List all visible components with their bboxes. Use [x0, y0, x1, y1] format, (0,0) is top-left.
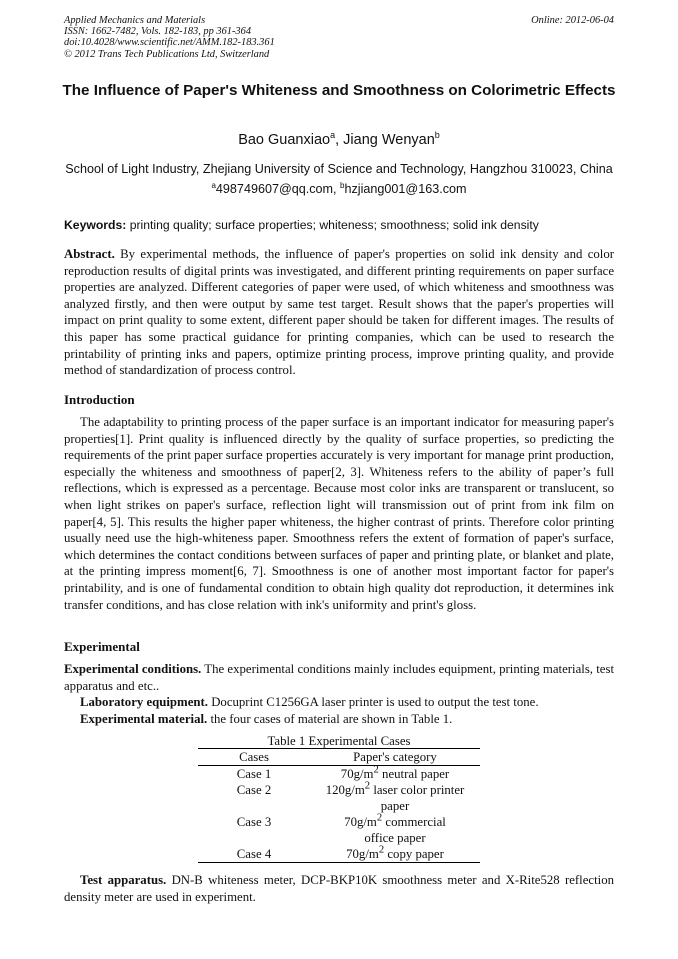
- conditions-label: Experimental conditions.: [64, 662, 202, 676]
- table-header-category: Paper's category: [310, 749, 480, 766]
- table-row: [198, 846, 480, 863]
- table-header-row: [198, 749, 480, 766]
- journal-header: [64, 15, 614, 60]
- abstract-label: Abstract.: [64, 247, 115, 261]
- equipment-label: Laboratory equipment.: [80, 695, 208, 709]
- author-mark: a: [330, 130, 336, 141]
- keywords-label: Keywords:: [64, 218, 127, 232]
- doi-line: doi:10.4028/www.scientific.net/AMM.182-183.361: [64, 37, 275, 49]
- experimental-material: [64, 711, 614, 728]
- case-cell: Case 2: [236, 783, 272, 797]
- category-cell: $70g/m^2$ commercial office paper: [344, 812, 446, 845]
- affiliation: School of Light Industry, Zhejiang University of Science and Technology, Hangzhou 310023, China: [65, 162, 613, 176]
- keywords: [64, 217, 614, 233]
- paper-title: The Influence of Paper's Whiteness and Smoothness on Colorimetric Effects: [62, 82, 616, 99]
- laboratory-equipment: [64, 694, 614, 711]
- material-label: Experimental material.: [80, 712, 208, 726]
- equipment-text: Docuprint C1256GA laser printer is used to output the test tone.: [211, 695, 539, 709]
- email-address[interactable]: 498749607@qq.com: [215, 182, 334, 196]
- table-row: [198, 814, 480, 846]
- copyright-line: © 2012 Trans Tech Publications Ltd, Switzerland: [64, 48, 270, 60]
- test-apparatus: [64, 872, 614, 905]
- introduction-paragraph: The adaptability to printing process of the paper surface is an important indicator for measuring paper's properties[1]. Print quality is influenced directly by the quality of surface properties, so predicting the requirements of the print paper surface properties accurately is very important for manage print production, especially the whiteness and smoothness of paper[2, 3]. Whiteness refers to the ability of paper’s full reflections, which is expressed as a percentage. Because most color inks are transparent or translucent, so when light strikes on paper's surface, reflection light will transmission out of print from ink film on paper[4, 5]. This results the higher paper whiteness, the higher contrast of prints. Therefore color printing usually need use the high-whiteness paper. Smoothness refers the extent of formation of paper's surface, which determines the contact conditions between surfaces of paper and printing plate, or blanket and plate, at the printing impress moment[6, 7]. Smoothness is one of another most important factor for paper's printability, and is one of fundamental condition to obtain high quality dot reproduction, it determines ink transfer conditions, and has close relation with ink's uniformity and print's gloss.: [64, 415, 614, 612]
- category-cell: $70g/m^2$ neutral paper: [340, 764, 450, 781]
- table-header-cases: Cases: [198, 749, 310, 766]
- email-separator: ,: [333, 182, 341, 196]
- author-name: Jiang Wenyan: [343, 132, 435, 148]
- apparatus-text: DN-B whiteness meter, DCP-BKP10K smoothness meter and X-Rite528 reflection density meter are used in experiment.: [64, 873, 614, 904]
- material-text: the four cases of material are shown in Table 1.: [210, 712, 453, 726]
- table-caption: Table 1 Experimental Cases: [267, 734, 411, 748]
- table-1: [198, 734, 480, 863]
- case-cell: Case 4: [198, 846, 310, 863]
- email-mark: a: [211, 180, 216, 190]
- online-date: Online: 2012-06-04: [531, 15, 614, 26]
- case-cell: Case 1: [236, 767, 272, 781]
- abstract-text: By experimental methods, the influence of paper's properties on solid ink density and color reproduction results of digital prints was investigated, and different printing requirements on paper surface properties are analyzed. Different categories of paper were used, of which whiteness and smoothness was analyzed firstly, and then were output by same test target. Result shows that the paper's properties will impact on print quality to some extent, different paper should be taken for different images. The results of this paper has some practical guidance for printing companies, which can be used to research the printability of printing inks and papers, optimize printing process, improve printing quality, and provide method of standardization of process control.: [64, 247, 614, 378]
- conditions-text: The experimental conditions mainly includes equipment, printing materials, test apparatus and etc..: [64, 662, 615, 693]
- author-name: Bao Guanxiao: [238, 132, 331, 148]
- email-line: [0, 181, 678, 197]
- experimental-conditions: [64, 661, 614, 694]
- issn-line: ISSN: 1662-7482, Vols. 182-183, pp 361-364: [64, 26, 252, 38]
- email-address[interactable]: hzjiang001@163.com: [344, 182, 467, 196]
- table-row: [198, 782, 480, 814]
- author-line: [0, 131, 678, 149]
- email-mark: b: [340, 180, 345, 190]
- author-mark: b: [434, 130, 440, 141]
- apparatus-label: Test apparatus.: [80, 873, 167, 887]
- journal-name: Applied Mechanics and Materials: [64, 15, 206, 26]
- author-separator: ,: [335, 132, 344, 148]
- experimental-cases-table: [198, 748, 480, 863]
- abstract: [64, 246, 614, 379]
- category-cell: $120g/m^2$ laser color printer paper: [325, 780, 465, 813]
- case-cell: Case 3: [236, 815, 272, 829]
- keywords-text: printing quality; surface properties; whiteness; smoothness; solid ink density: [129, 218, 539, 232]
- category-cell: $70g/m^2$ copy paper: [310, 846, 480, 863]
- section-heading-introduction: Introduction: [64, 392, 135, 407]
- section-heading-experimental: Experimental: [64, 639, 140, 654]
- table-row: [198, 766, 480, 783]
